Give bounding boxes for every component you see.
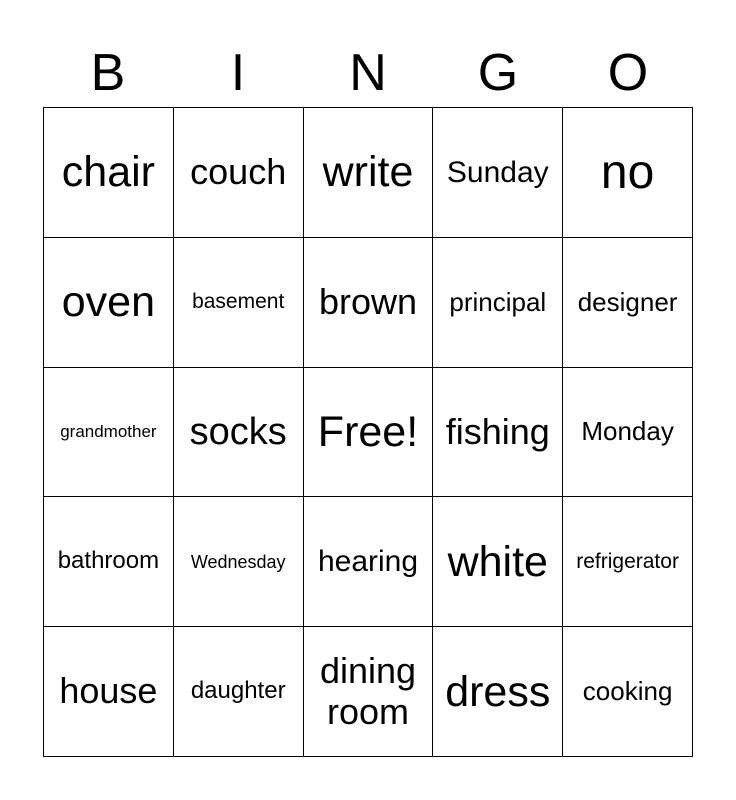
bingo-cell[interactable]: refrigerator	[563, 497, 693, 627]
free-space-cell[interactable]: Free!	[304, 368, 434, 498]
bingo-cell[interactable]: bathroom	[44, 497, 174, 627]
bingo-cell[interactable]: dining room	[304, 627, 434, 757]
bingo-cell[interactable]: white	[433, 497, 563, 627]
header-letter-b: B	[90, 44, 126, 102]
header-letter-n: N	[349, 44, 387, 102]
bingo-cell[interactable]: designer	[563, 238, 693, 368]
bingo-cell[interactable]: Sunday	[433, 108, 563, 238]
bingo-cell[interactable]: grandmother	[44, 368, 174, 498]
bingo-cell[interactable]: no	[563, 108, 693, 238]
bingo-cell[interactable]: principal	[433, 238, 563, 368]
bingo-cell[interactable]: oven	[44, 238, 174, 368]
bingo-cell[interactable]: cooking	[563, 627, 693, 757]
bingo-cell[interactable]: basement	[174, 238, 304, 368]
bingo-cell[interactable]: socks	[174, 368, 304, 498]
header-letter-i: I	[230, 44, 246, 102]
bingo-cell[interactable]: dress	[433, 627, 563, 757]
bingo-cell[interactable]: Wednesday	[174, 497, 304, 627]
bingo-cell[interactable]: write	[304, 108, 434, 238]
bingo-cell[interactable]: Monday	[563, 368, 693, 498]
bingo-grid	[43, 107, 693, 757]
bingo-cell[interactable]: chair	[44, 108, 174, 238]
bingo-cell[interactable]: house	[44, 627, 174, 757]
header-letter-g: G	[477, 44, 519, 102]
bingo-cell[interactable]: daughter	[174, 627, 304, 757]
bingo-cell[interactable]: hearing	[304, 497, 434, 627]
bingo-cell[interactable]: brown	[304, 238, 434, 368]
bingo-cell[interactable]: couch	[174, 108, 304, 238]
bingo-header	[43, 40, 693, 106]
header-letter-o: O	[607, 44, 649, 102]
bingo-cell[interactable]: fishing	[433, 368, 563, 498]
